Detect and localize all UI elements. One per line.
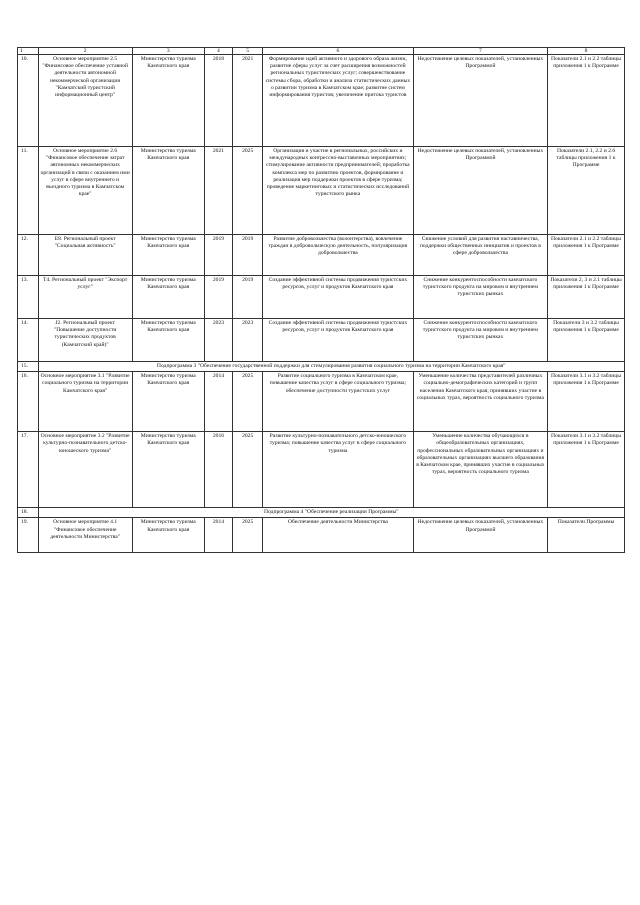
end-year: 2025 xyxy=(233,372,263,432)
indicator-link: Показатели 2.1 и 2.2 таблицы приложения 1 к Программе xyxy=(548,235,625,276)
expected-result: Развитие культурно-познавательного детско-юношеского туризма; повышение качества услуг в сфере социального туризма xyxy=(263,432,414,508)
expected-result: Формирование идей активного и здорового образа жизни, развитие сферы услуг за счет расширения возможностей региональных туристических услуг; совершенствование системы сбора, обработки и анализа статистических данных о развитии туризма в Камчатском крае; развитие систем информирования туристов; увеличение притока туристов xyxy=(263,55,414,147)
start-year: 2021 xyxy=(204,147,233,235)
measure-row xyxy=(18,276,625,319)
executor: Министерство туризма Камчатского края xyxy=(132,147,204,235)
start-year: 2018 xyxy=(204,55,233,147)
indicator-link: Показатели 2, 3 и 2.1 таблицы приложения 1 к Программе xyxy=(548,276,625,319)
measure-row xyxy=(18,372,625,432)
expected-result: Развитие социального туризма в Камчатском крае, повышение качества услуг в сфере социального туризма; обеспечение доступности туристских услуг xyxy=(263,372,414,432)
measure-name: Основное мероприятие 2.5 "Финансовое обеспечение уставной деятельности автономной некоммерческой организации "Камчатский туристский информационный центр" xyxy=(38,55,132,147)
row-number: 19. xyxy=(18,518,39,553)
row-number: 18. xyxy=(18,508,39,518)
start-year: 2019 xyxy=(204,235,233,276)
row-number: 14. xyxy=(18,319,39,362)
measure-name: Е8. Региональный проект "Социальная активность" xyxy=(38,235,132,276)
header-cell-7: 7 xyxy=(413,48,547,55)
executor: Министерство туризма Камчатского края xyxy=(132,55,204,147)
executor: Министерство туризма Камчатского края xyxy=(132,518,204,553)
non-implementation-consequences: Недостижение целевых показателей, установленных Программой xyxy=(413,55,547,147)
executor: Министерство туризма Камчатского края xyxy=(132,319,204,362)
row-number: 11. xyxy=(18,147,39,235)
indicator-link: Показатели 3 и 3.2 таблицы приложения 1 к Программе xyxy=(548,319,625,362)
measure-row xyxy=(18,319,625,362)
end-year: 2019 xyxy=(233,276,263,319)
measure-row xyxy=(18,55,625,147)
measure-row xyxy=(18,432,625,508)
header-row xyxy=(18,48,625,55)
subprogram-title: Подпрограмма 3 "Обеспечение государственной поддержки для стимулирования развития социального туризма на территории Камчатского края" xyxy=(38,362,625,372)
executor: Министерство туризма Камчатского края xyxy=(132,372,204,432)
start-year: 2014 xyxy=(204,518,233,553)
non-implementation-consequences: Уменьшение количества представителей различных социально-демографических категорий и групп населения Камчатского края, принявших участие в социальных турах, вероятность социального туризма xyxy=(413,372,547,432)
indicator-link: Показатели 2.1 и 2.2 таблицы приложения 1 к Программе xyxy=(548,55,625,147)
start-year: 2023 xyxy=(204,319,233,362)
measure-name: Основное мероприятие 2.6 "Финансовое обеспечение затрат автономных некоммерческих организаций в связи с оказанием ими услуг в сфере внутреннего и въездного туризма в Камчатском крае" xyxy=(38,147,132,235)
non-implementation-consequences: Недостижение целевых показателей, установленных Программой xyxy=(413,147,547,235)
row-number: 15. xyxy=(18,362,39,372)
measures-table-page xyxy=(17,47,625,553)
start-year: 2014 xyxy=(204,372,233,432)
measure-name: Основное мероприятие 4.1 "Финансовое обеспечение деятельности Министерства" xyxy=(38,518,132,553)
row-number: 13. xyxy=(18,276,39,319)
end-year: 2025 xyxy=(233,432,263,508)
header-cell-4: 4 xyxy=(204,48,233,55)
expected-result: Создание эффективной системы продвижения туристских ресурсов, услуг и продуктов Камчатского края xyxy=(263,319,414,362)
row-number: 17. xyxy=(18,432,39,508)
row-number: 10. xyxy=(18,55,39,147)
start-year: 2016 xyxy=(204,432,233,508)
executor: Министерство туризма Камчатского края xyxy=(132,276,204,319)
table-body xyxy=(18,48,625,553)
start-year: 2019 xyxy=(204,276,233,319)
indicator-link: Показатели Программы xyxy=(548,518,625,553)
header-cell-5: 5 xyxy=(233,48,263,55)
expected-result: Создание эффективной системы продвижения туристских ресурсов, услуг и продуктов Камчатского края xyxy=(263,276,414,319)
row-number: 16. xyxy=(18,372,39,432)
measure-name: J2. Региональный проект "Повышение доступности туристических продуктов (Камчатский край)" xyxy=(38,319,132,362)
subprogram-title: Подпрограмма 4 "Обеспечение реализации Программы" xyxy=(38,508,625,518)
indicator-link: Показатели 3.1 и 3.2 таблицы приложения 1 к Программе xyxy=(548,432,625,508)
measure-name: Т4. Региональный проект "Экспорт услуг" xyxy=(38,276,132,319)
executor: Министерство туризма Камчатского края xyxy=(132,432,204,508)
non-implementation-consequences: Снижение условий для развития наставничества, поддержки общественных инициатив и проектов в сфере добровольчества xyxy=(413,235,547,276)
subprogram-row xyxy=(18,362,625,372)
non-implementation-consequences: Снижение конкурентоспособности камчатского туристского продукта на мировом и внутреннем туристских рынках xyxy=(413,319,547,362)
expected-result: Развитие добровольчества (волонтерства), вовлечение граждан в добровольческую деятельность, популяризация добровольчества xyxy=(263,235,414,276)
non-implementation-consequences: Снижение конкурентоспособности камчатского туристского продукта на мировом и внутреннем туристских рынках xyxy=(413,276,547,319)
header-cell-8: 8 xyxy=(548,48,625,55)
row-number: 12. xyxy=(18,235,39,276)
header-cell-2: 2 xyxy=(38,48,132,55)
header-cell-1: 1 xyxy=(18,48,39,55)
executor: Министерство туризма Камчатского края xyxy=(132,235,204,276)
header-cell-3: 3 xyxy=(132,48,204,55)
subprogram-row xyxy=(18,508,625,518)
end-year: 2023 xyxy=(233,319,263,362)
end-year: 2019 xyxy=(233,235,263,276)
measure-name: Основное мероприятие 3.1 "Развитие социального туризма на территории Камчатского края" xyxy=(38,372,132,432)
measure-row xyxy=(18,147,625,235)
end-year: 2021 xyxy=(233,55,263,147)
expected-result: Организация и участие в региональных, российских и международных конгрессно-выставочных мероприятиях; стимулирование активности предпринимателей; проработка комплекса мер по развитию проектов, формирование и реализация мер поддержки проектов в сфере туризма; проведение маркетинговых и статистических исследований туристского рынка xyxy=(263,147,414,235)
expected-result: Обеспечение деятельности Министерства xyxy=(263,518,414,553)
non-implementation-consequences: Уменьшение количества обучающихся в общеобразовательных организациях, профессиональных образовательных организациях и образовательных организациях высшего образования в Камчатском крае, принявших участие в социальных турах, вероятность социального туризма xyxy=(413,432,547,508)
indicator-link: Показатели 3.1 и 3.2 таблицы приложения 1 к Программе xyxy=(548,372,625,432)
measure-name: Основное мероприятие 3.2 "Развитие культурно-познавательного детско-юношеского туризма" xyxy=(38,432,132,508)
header-cell-6: 6 xyxy=(263,48,414,55)
non-implementation-consequences: Недостижение целевых показателей, установленных Программой xyxy=(413,518,547,553)
end-year: 2025 xyxy=(233,147,263,235)
end-year: 2025 xyxy=(233,518,263,553)
measure-row xyxy=(18,518,625,553)
indicator-link: Показатели 2.1, 2.2 и 2.6 таблицы приложения 1 к Программе xyxy=(548,147,625,235)
measures-table xyxy=(17,47,625,553)
measure-row xyxy=(18,235,625,276)
